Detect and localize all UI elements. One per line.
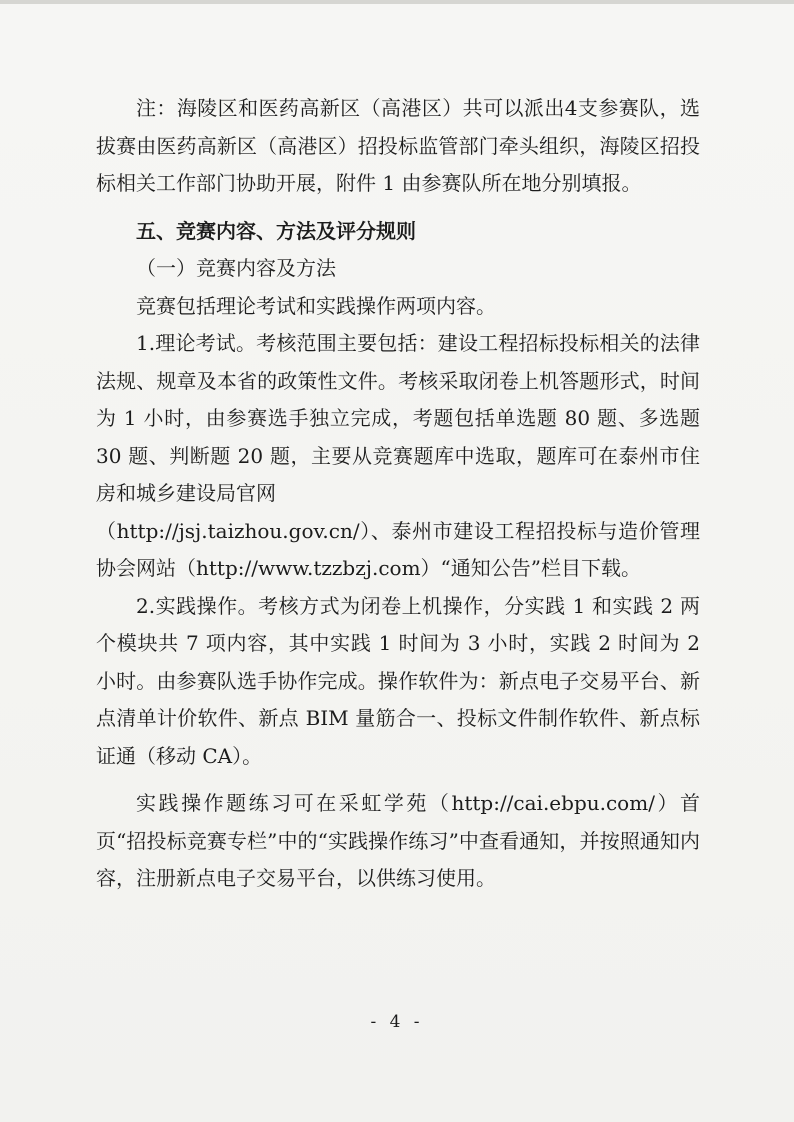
document-body <box>96 90 700 898</box>
theory-paragraph: 1.理论考试。考核范围主要包括：建设工程招标投标相关的法律法规、规章及本省的政策性文件。考核采取闭卷上机答题形式，时间为 1 小时，由参赛选手独立完成，考题包括单选题 80 题、多选题 30 题、判断题 20 题，主要从竞赛题库中选取，题库可在泰州市住房和城乡建设局官网 <box>96 331 700 505</box>
subsection-heading: （一）竞赛内容及方法 <box>136 256 336 280</box>
note-paragraph: 注：海陵区和医药高新区（高港区）共可以派出4支参赛队，选拔赛由医药高新区（高港区）招投标监管部门牵头组织，海陵区招投标相关工作部门协助开展，附件 1 由参赛队所在地分别填报。 <box>96 96 700 195</box>
intro-paragraph: 竞赛包括理论考试和实践操作两项内容。 <box>136 293 496 318</box>
page-number: - 4 - <box>370 1012 424 1032</box>
section-heading: 五、竞赛内容、方法及评分规则 <box>136 218 416 243</box>
theory-links-paragraph: （http://jsj.taizhou.gov.cn/）、泰州市建设工程招投标与造价管理协会网站（http://www.tzzbzj.com）“通知公告”栏目下载。 <box>96 518 700 580</box>
top-edge-shadow <box>0 0 794 4</box>
practice-exercise-paragraph: 实践操作题练习可在采虹学苑（http://cai.ebpu.com/）首页“招投标竞赛专栏”中的“实践操作练习”中查看通知，并按照通知内容，注册新点电子交易平台，以供练习使用。 <box>96 791 700 890</box>
practice-paragraph: 2.实践操作。考核方式为闭卷上机操作，分实践 1 和实践 2 两个模块共 7 项内容，其中实践 1 时间为 3 小时，实践 2 时间为 2 小时。由参赛队选手协作完成。操作软件为：新点电子交易平台、新点清单计价软件、新点 BIM 量筋合一、投标文件制作软件、新点标证通（移动 CA）。 <box>96 593 700 768</box>
